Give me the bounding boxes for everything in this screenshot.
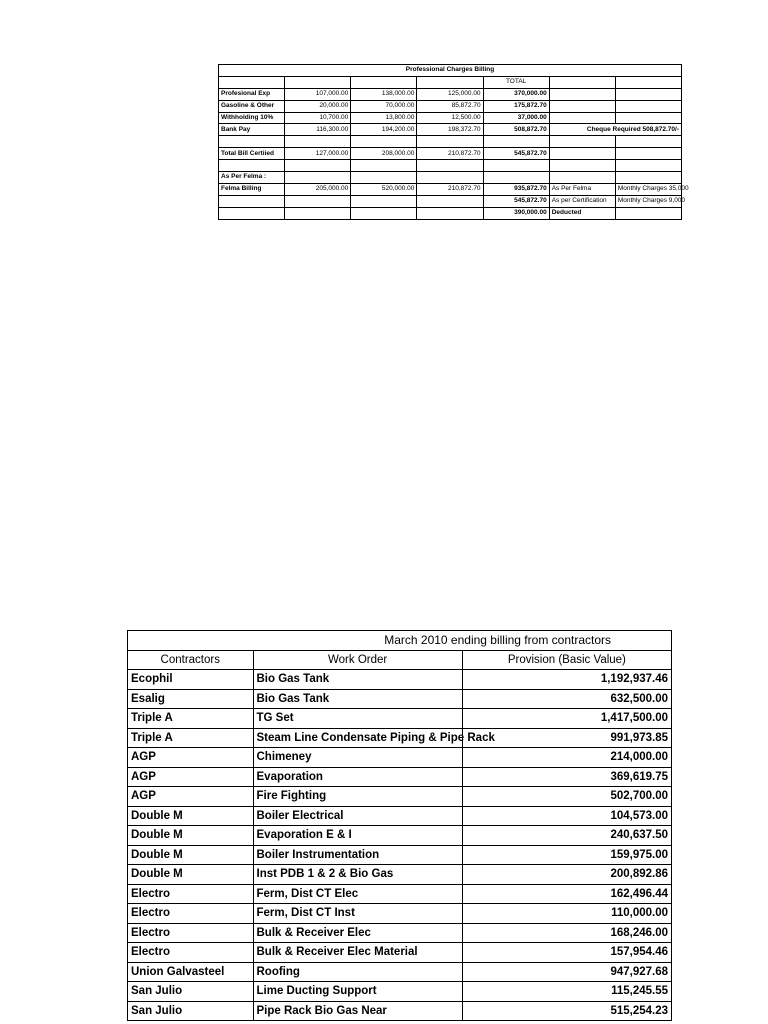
table-row: [219, 136, 682, 148]
table-cell: Monthly Charges 9,000: [615, 195, 681, 207]
table-cell: [615, 112, 681, 124]
table-title: Professional Charges Billing: [219, 65, 682, 77]
row-label: Profesional Exp: [219, 88, 285, 100]
table-cell: 127,000.00: [285, 148, 351, 160]
table-cell: [615, 100, 681, 112]
table-cell: 205,000.00: [285, 183, 351, 195]
table-row: [219, 195, 682, 207]
table-cell: 208,000.00: [351, 148, 417, 160]
table-cell: [285, 207, 351, 219]
table-row: [128, 728, 672, 748]
provision-cell: 115,245.55: [462, 982, 671, 1002]
table-cell: [615, 207, 681, 219]
column-header: Contractors: [128, 650, 254, 670]
row-label: Total Bill Certiied: [219, 148, 285, 160]
work-order-cell: Lime Ducting Support: [253, 982, 462, 1002]
table-cell: 20,000.00: [285, 100, 351, 112]
table-cell: [549, 88, 615, 100]
table-row: [219, 183, 682, 195]
table-cell: 116,300.00: [285, 124, 351, 136]
table-row: [219, 207, 682, 219]
table-row: [128, 865, 672, 885]
table-cell: 85,872.70: [417, 100, 483, 112]
provision-cell: 369,619.75: [462, 767, 671, 787]
table-row: [128, 709, 672, 729]
table-row: [219, 100, 682, 112]
row-label: Felma Billing: [219, 183, 285, 195]
table-cell: [417, 195, 483, 207]
provision-cell: 159,975.00: [462, 845, 671, 865]
provision-cell: 991,973.85: [462, 728, 671, 748]
row-total: 545,872.70: [483, 195, 549, 207]
cheque-required-note: Cheque Required 508,872.70/-: [549, 124, 681, 136]
contractor-cell: Esalig: [128, 689, 254, 709]
table-cell: [219, 76, 285, 88]
table-cell: [615, 136, 681, 148]
table-cell: 10,700.00: [285, 112, 351, 124]
table-cell: [417, 76, 483, 88]
row-label: As Per Felma :: [219, 172, 285, 184]
table-cell: 70,000.00: [351, 100, 417, 112]
table-cell: [285, 172, 351, 184]
professional-charges-table: [218, 64, 689, 220]
table-cell: 194,200.00: [351, 124, 417, 136]
table-cell: [351, 76, 417, 88]
table-row: [128, 943, 672, 963]
table-header-row: [128, 650, 672, 670]
work-order-cell: Steam Line Condensate Piping & Pipe Rack: [253, 728, 462, 748]
work-order-cell: Bulk & Receiver Elec: [253, 923, 462, 943]
table-row: [219, 88, 682, 100]
table-row: [128, 631, 672, 651]
table-cell: [351, 207, 417, 219]
table-cell: 198,372.70: [417, 124, 483, 136]
table-cell: [219, 207, 285, 219]
table-row: [128, 670, 672, 690]
provision-cell: 214,000.00: [462, 748, 671, 768]
table-cell: [615, 88, 681, 100]
provision-cell: 632,500.00: [462, 689, 671, 709]
column-header: Provision (Basic Value): [462, 650, 671, 670]
table-cell: [285, 76, 351, 88]
contractor-cell: San Julio: [128, 982, 254, 1002]
work-order-cell: Chimeney: [253, 748, 462, 768]
table-cell: [351, 172, 417, 184]
table-cell: 138,000.00: [351, 88, 417, 100]
table-cell: [549, 172, 615, 184]
table-cell: 12,500.00: [417, 112, 483, 124]
contractor-cell: Electro: [128, 884, 254, 904]
table-row: [219, 124, 682, 136]
table-row: [219, 148, 682, 160]
contractor-cell: AGP: [128, 767, 254, 787]
work-order-cell: Pipe Rack Bio Gas Near: [253, 1001, 462, 1021]
row-label: Gasoline & Other: [219, 100, 285, 112]
provision-cell: 168,246.00: [462, 923, 671, 943]
contractor-cell: Electro: [128, 904, 254, 924]
contractor-cell: Electro: [128, 943, 254, 963]
column-header: Work Order: [253, 650, 462, 670]
row-label: Bank Pay: [219, 124, 285, 136]
row-total: 37,000.00: [483, 112, 549, 124]
table-cell: [549, 100, 615, 112]
contractor-cell: Union Galvasteel: [128, 962, 254, 982]
work-order-cell: Evaporation: [253, 767, 462, 787]
table-row: [219, 160, 682, 172]
table-cell: Deducted: [549, 207, 615, 219]
table-row: [128, 962, 672, 982]
table-cell: 13,800.00: [351, 112, 417, 124]
table-row: [128, 748, 672, 768]
table-cell: [549, 76, 615, 88]
provision-cell: 515,254.23: [462, 1001, 671, 1021]
contractor-billing-table: [127, 630, 672, 1021]
table-cell: [351, 160, 417, 172]
table-row: [128, 806, 672, 826]
table-row: [219, 76, 682, 88]
row-total: 390,000.00: [483, 207, 549, 219]
provision-cell: 947,927.68: [462, 962, 671, 982]
work-order-cell: Inst PDB 1 & 2 & Bio Gas: [253, 865, 462, 885]
contractor-cell: AGP: [128, 748, 254, 768]
provision-cell: 104,573.00: [462, 806, 671, 826]
table-row: [219, 112, 682, 124]
contractor-cell: AGP: [128, 787, 254, 807]
row-total: 508,872.70: [483, 124, 549, 136]
row-total: 175,872.70: [483, 100, 549, 112]
table-row: [219, 172, 682, 184]
table-row: [128, 884, 672, 904]
table-cell: [483, 136, 549, 148]
table-row: [128, 904, 672, 924]
table-cell: [549, 136, 615, 148]
table-cell: [549, 160, 615, 172]
table-row: [128, 787, 672, 807]
row-total: 370,000.00: [483, 88, 549, 100]
contractor-cell: Ecophil: [128, 670, 254, 690]
table-cell: [285, 195, 351, 207]
table-cell: [615, 160, 681, 172]
work-order-cell: Bio Gas Tank: [253, 689, 462, 709]
table-cell: As per Certification: [549, 195, 615, 207]
work-order-cell: Boiler Electrical: [253, 806, 462, 826]
table-cell: 107,000.00: [285, 88, 351, 100]
table-cell: Monthly Charges 35,000: [615, 183, 681, 195]
row-label: Withholding 10%: [219, 112, 285, 124]
provision-cell: 110,000.00: [462, 904, 671, 924]
table-title: March 2010 ending billing from contractors: [253, 631, 672, 651]
row-total: 545,872.70: [483, 148, 549, 160]
table-cell: [417, 172, 483, 184]
table-cell: [351, 195, 417, 207]
table-cell: [219, 136, 285, 148]
table-body: [128, 670, 672, 1021]
provision-cell: 200,892.86: [462, 865, 671, 885]
table-cell: [219, 195, 285, 207]
contractor-cell: Double M: [128, 826, 254, 846]
table-row: [128, 826, 672, 846]
table-cell: [351, 136, 417, 148]
work-order-cell: Ferm, Dist CT Inst: [253, 904, 462, 924]
table-row: [128, 689, 672, 709]
contractor-cell: San Julio: [128, 1001, 254, 1021]
provision-cell: 162,496.44: [462, 884, 671, 904]
table-row: [128, 1001, 672, 1021]
table-cell: [615, 76, 681, 88]
contractor-cell: Electro: [128, 923, 254, 943]
table-row: [128, 767, 672, 787]
table-cell: [219, 160, 285, 172]
table-row: [128, 982, 672, 1002]
provision-cell: 502,700.00: [462, 787, 671, 807]
table-cell: 520,000.00: [351, 183, 417, 195]
table-cell: [483, 160, 549, 172]
provision-cell: 1,192,937.46: [462, 670, 671, 690]
total-header: TOTAL: [483, 76, 549, 88]
provision-cell: 157,954.46: [462, 943, 671, 963]
table-row: [128, 923, 672, 943]
table-cell: 210,872.70: [417, 148, 483, 160]
table-cell: 210,872.70: [417, 183, 483, 195]
contractor-cell: Double M: [128, 806, 254, 826]
work-order-cell: Boiler Instrumentation: [253, 845, 462, 865]
table-cell: [128, 631, 254, 651]
provision-cell: 240,637.50: [462, 826, 671, 846]
table-cell: 125,000.00: [417, 88, 483, 100]
table-cell: [483, 172, 549, 184]
row-total: 935,872.70: [483, 183, 549, 195]
table-row: [128, 845, 672, 865]
table-cell: As Per Felma: [549, 183, 615, 195]
contractor-cell: Double M: [128, 845, 254, 865]
work-order-cell: Evaporation E & I: [253, 826, 462, 846]
table-cell: [615, 172, 681, 184]
contractor-cell: Triple A: [128, 728, 254, 748]
contractor-cell: Triple A: [128, 709, 254, 729]
contractor-cell: Double M: [128, 865, 254, 885]
work-order-cell: Fire Fighting: [253, 787, 462, 807]
work-order-cell: Bio Gas Tank: [253, 670, 462, 690]
table-cell: [549, 148, 615, 160]
work-order-cell: Bulk & Receiver Elec Material: [253, 943, 462, 963]
table-cell: [417, 160, 483, 172]
table-row: [219, 65, 682, 77]
table-cell: [417, 207, 483, 219]
table-cell: [549, 112, 615, 124]
work-order-cell: Ferm, Dist CT Elec: [253, 884, 462, 904]
table-cell: [615, 148, 681, 160]
work-order-cell: TG Set: [253, 709, 462, 729]
table-cell: [417, 136, 483, 148]
table-cell: [285, 160, 351, 172]
provision-cell: 1,417,500.00: [462, 709, 671, 729]
table-cell: [285, 136, 351, 148]
work-order-cell: Roofing: [253, 962, 462, 982]
